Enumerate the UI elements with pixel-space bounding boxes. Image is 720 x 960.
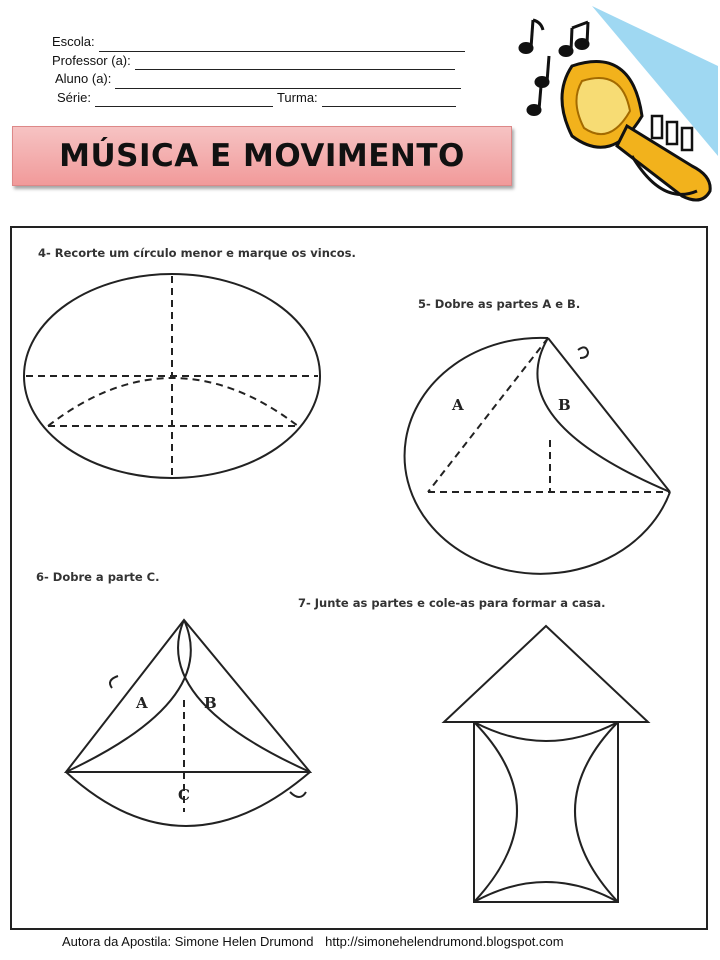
step-5-fold-diagram — [405, 338, 670, 574]
footer-url[interactable]: http://simonehelendrumond.blogspot.com — [325, 934, 564, 949]
grade-label: Série: — [57, 89, 91, 105]
label-b-step6: B — [204, 694, 217, 712]
student-label: Aluno (a): — [55, 71, 112, 86]
label-c-step6: C — [178, 786, 190, 804]
step-5-instruction: 5- Dobre as partes A e B. — [418, 297, 581, 311]
step-4-instruction: 4- Recorte um círculo menor e marque os vincos. — [38, 246, 356, 260]
step-6-instruction: 6- Dobre a parte C. — [36, 570, 160, 584]
step-7-instruction: 7- Junte as partes e cole-as para formar a casa. — [298, 596, 606, 610]
school-label: Escola: — [52, 34, 95, 49]
footer — [62, 934, 572, 949]
footer-author: Autora da Apostila: Simone Helen Drumond — [62, 934, 314, 949]
label-a-step5: A — [452, 396, 464, 414]
label-a-step6: A — [136, 694, 148, 712]
label-b-step5: B — [558, 396, 571, 414]
step-7-house-diagram — [444, 626, 648, 902]
class-label: Turma: — [276, 89, 318, 105]
step-4-circle-diagram — [24, 274, 320, 478]
page-title: MÚSICA E MOVIMENTO — [59, 138, 465, 174]
teacher-label: Professor (a): — [52, 52, 131, 68]
